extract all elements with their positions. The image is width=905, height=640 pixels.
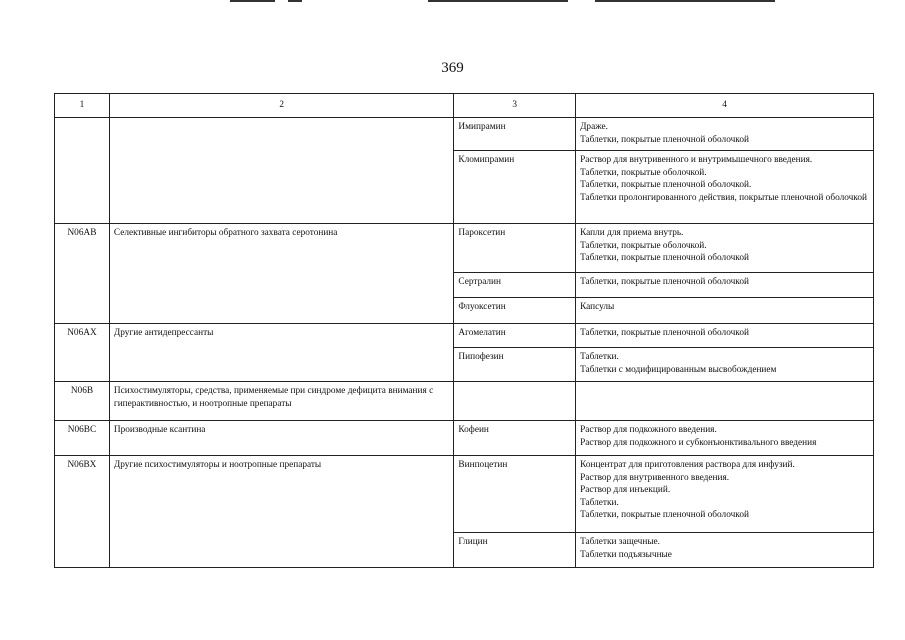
- dosage-form: Таблетки.: [580, 497, 619, 508]
- dosage-forms-cell: [576, 382, 874, 421]
- dosage-form: Раствор для внутривенного введения.: [580, 472, 730, 483]
- dosage-form: Раствор для подкожного введения.: [580, 425, 717, 435]
- drug-name-cell: Флуоксетин: [454, 298, 576, 324]
- dosage-form: Таблетки, покрытые пленочной оболочкой: [580, 328, 749, 338]
- top-rule-2: [288, 0, 302, 2]
- dosage-form: Таблетки, покрытые пленочной оболочкой: [580, 134, 749, 145]
- drug-name-cell: Пипофезин: [454, 348, 576, 382]
- atc-code-cell: N06B: [55, 382, 110, 421]
- dosage-form: Концентрат для приготовления раствора для инфузий.: [580, 460, 795, 470]
- column-header-2: 2: [109, 94, 454, 118]
- dosage-forms-cell: [576, 324, 874, 348]
- dosage-form: Таблетки подъязычные: [580, 549, 672, 560]
- page-number: 369: [441, 60, 464, 76]
- drug-name-cell: Глицин: [454, 533, 576, 568]
- dosage-form: Капли для приема внутрь.: [580, 228, 684, 238]
- column-header-3: 3: [454, 94, 576, 118]
- dosage-forms-cell: [576, 298, 874, 324]
- group-name-cell: Производные ксантина: [109, 421, 454, 456]
- table-row: [55, 456, 874, 533]
- top-rule-3: [428, 0, 568, 2]
- drug-name-cell: Агомелатин: [454, 324, 576, 348]
- drug-name-cell: Сертралин: [454, 273, 576, 298]
- dosage-form: Таблетки, покрытые оболочкой.: [580, 167, 707, 178]
- table-header-row: [55, 94, 874, 118]
- column-header-1: 1: [55, 94, 110, 118]
- table-row: [55, 382, 874, 421]
- table-row: [55, 118, 874, 151]
- group-name-cell: Селективные ингибиторы обратного захвата серотонина: [109, 224, 454, 324]
- atc-code-cell: N06BX: [55, 456, 110, 568]
- group-name-cell: Другие антидепрессанты: [109, 324, 454, 382]
- atc-code-cell: N06AX: [55, 324, 110, 382]
- drug-name-cell: Винпоцетин: [454, 456, 576, 533]
- group-name-cell: [109, 118, 454, 224]
- dosage-forms-cell: [576, 348, 874, 382]
- drug-name-cell: Кломипрамин: [454, 151, 576, 224]
- dosage-forms-cell: [576, 151, 874, 224]
- dosage-forms-cell: [576, 118, 874, 151]
- atc-code-cell: N06AB: [55, 224, 110, 324]
- drug-name-cell: Кофеин: [454, 421, 576, 456]
- table-row: [55, 421, 874, 456]
- table-row: [55, 224, 874, 273]
- dosage-form: Таблетки.: [580, 352, 619, 362]
- drug-name-cell: Имипрамин: [454, 118, 576, 151]
- top-rule-4: [595, 0, 775, 2]
- dosage-form: Драже.: [580, 122, 608, 132]
- dosage-form: Таблетки пролонгированного действия, покрытые пленочной оболочкой: [580, 192, 867, 203]
- drug-table: [54, 93, 874, 568]
- table-row: [55, 324, 874, 348]
- dosage-form: Раствор для подкожного и субконъюнктивального введения: [580, 437, 817, 448]
- dosage-form: Таблетки, покрытые пленочной оболочкой: [580, 510, 749, 520]
- dosage-form: Раствор для инъекций.: [580, 485, 671, 495]
- dosage-forms-cell: [576, 533, 874, 568]
- column-header-4: 4: [576, 94, 874, 118]
- atc-code-cell: [55, 118, 110, 224]
- dosage-forms-cell: [576, 273, 874, 298]
- top-rule-1: [230, 0, 275, 2]
- dosage-form: Раствор для внутривенного и внутримышечного введения.: [580, 155, 813, 165]
- dosage-forms-cell: [576, 224, 874, 273]
- dosage-form: Таблетки, покрытые пленочной оболочкой.: [580, 180, 752, 190]
- drug-name-cell: [454, 382, 576, 421]
- dosage-form: Таблетки защечные.: [580, 537, 661, 547]
- dosage-form: Капсулы: [580, 302, 615, 312]
- dosage-forms-cell: [576, 456, 874, 533]
- group-name-cell: Другие психостимуляторы и ноотропные препараты: [109, 456, 454, 568]
- dosage-form: Таблетки, покрытые оболочкой.: [580, 240, 707, 251]
- dosage-form: Таблетки, покрытые пленочной оболочкой: [580, 277, 749, 287]
- drug-name-cell: Пароксетин: [454, 224, 576, 273]
- group-name-cell: Психостимуляторы, средства, применяемые при синдроме дефицита внимания с гиперактивностью, и ноотропные препараты: [109, 382, 454, 421]
- dosage-form: Таблетки, покрытые пленочной оболочкой: [580, 253, 749, 263]
- dosage-form: Таблетки с модифицированным высвобождением: [580, 364, 777, 375]
- dosage-forms-cell: [576, 421, 874, 456]
- atc-code-cell: N06BC: [55, 421, 110, 456]
